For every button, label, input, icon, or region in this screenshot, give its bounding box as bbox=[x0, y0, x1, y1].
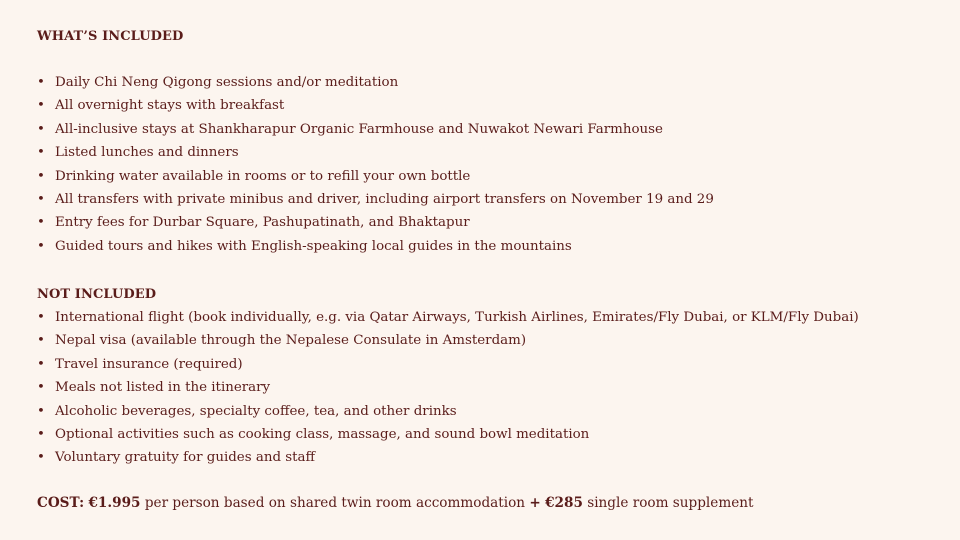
list-item: • Drinking water available in rooms or to refill your own bottle bbox=[37, 165, 714, 188]
list-item: • Alcoholic beverages, specialty coffee, tea, and other drinks bbox=[37, 400, 859, 423]
cost-price-text: per person based on shared twin room accommodation bbox=[140, 495, 530, 511]
list-item: • Guided tours and hikes with English-speaking local guides in the mountains bbox=[37, 235, 714, 258]
not-included-heading: NOT INCLUDED bbox=[37, 287, 157, 302]
bullet-icon: • bbox=[37, 238, 45, 254]
list-item: • All overnight stays with breakfast bbox=[37, 94, 714, 117]
cost-line bbox=[37, 495, 753, 511]
list-item: • Voluntary gratuity for guides and staff bbox=[37, 446, 859, 469]
list-item: • Listed lunches and dinners bbox=[37, 141, 714, 164]
cost-price: €1.995 bbox=[88, 495, 141, 511]
not-included-list bbox=[37, 306, 859, 470]
bullet-icon: • bbox=[37, 450, 45, 466]
list-item: • Nepal visa (available through the Nepalese Consulate in Amsterdam) bbox=[37, 329, 859, 352]
list-item: • All transfers with private minibus and driver, including airport transfers on November 19 and 29 bbox=[37, 188, 714, 211]
bullet-icon: • bbox=[37, 75, 45, 90]
list-item: • Daily Chi Neng Qigong sessions and/or meditation bbox=[37, 71, 714, 94]
list-item: • International flight (book individually, e.g. via Qatar Airways, Turkish Airlines, Emirates/Fly Dubai, or KLM/Fly Dubai) bbox=[37, 306, 859, 329]
bullet-icon: • bbox=[37, 356, 45, 372]
bullet-icon: • bbox=[37, 98, 45, 114]
bullet-icon: • bbox=[37, 333, 45, 349]
included-list bbox=[37, 71, 714, 258]
bullet-icon: • bbox=[37, 403, 45, 419]
bullet-icon: • bbox=[37, 380, 45, 396]
list-item: • Entry fees for Durbar Square, Pashupatinath, and Bhaktapur bbox=[37, 211, 714, 234]
list-item: • All-inclusive stays at Shankharapur Organic Farmhouse and Nuwakot Newari Farmhouse bbox=[37, 118, 714, 141]
cost-plus: + bbox=[529, 495, 541, 511]
list-item: • Meals not listed in the itinerary bbox=[37, 376, 859, 399]
bullet-icon: • bbox=[37, 215, 45, 231]
supplement-price: €285 bbox=[545, 495, 583, 511]
bullet-icon: • bbox=[37, 145, 45, 161]
bullet-icon: • bbox=[37, 426, 45, 442]
supplement-text: single room supplement bbox=[582, 495, 754, 511]
bullet-icon: • bbox=[37, 121, 45, 137]
included-heading: WHAT’S INCLUDED bbox=[37, 29, 184, 44]
cost-label: COST: bbox=[37, 495, 85, 511]
list-item: • Optional activities such as cooking class, massage, and sound bowl meditation bbox=[37, 423, 859, 446]
list-item: • Travel insurance (required) bbox=[37, 353, 859, 376]
bullet-icon: • bbox=[37, 310, 45, 325]
bullet-icon: • bbox=[37, 168, 45, 184]
bullet-icon: • bbox=[37, 191, 45, 207]
